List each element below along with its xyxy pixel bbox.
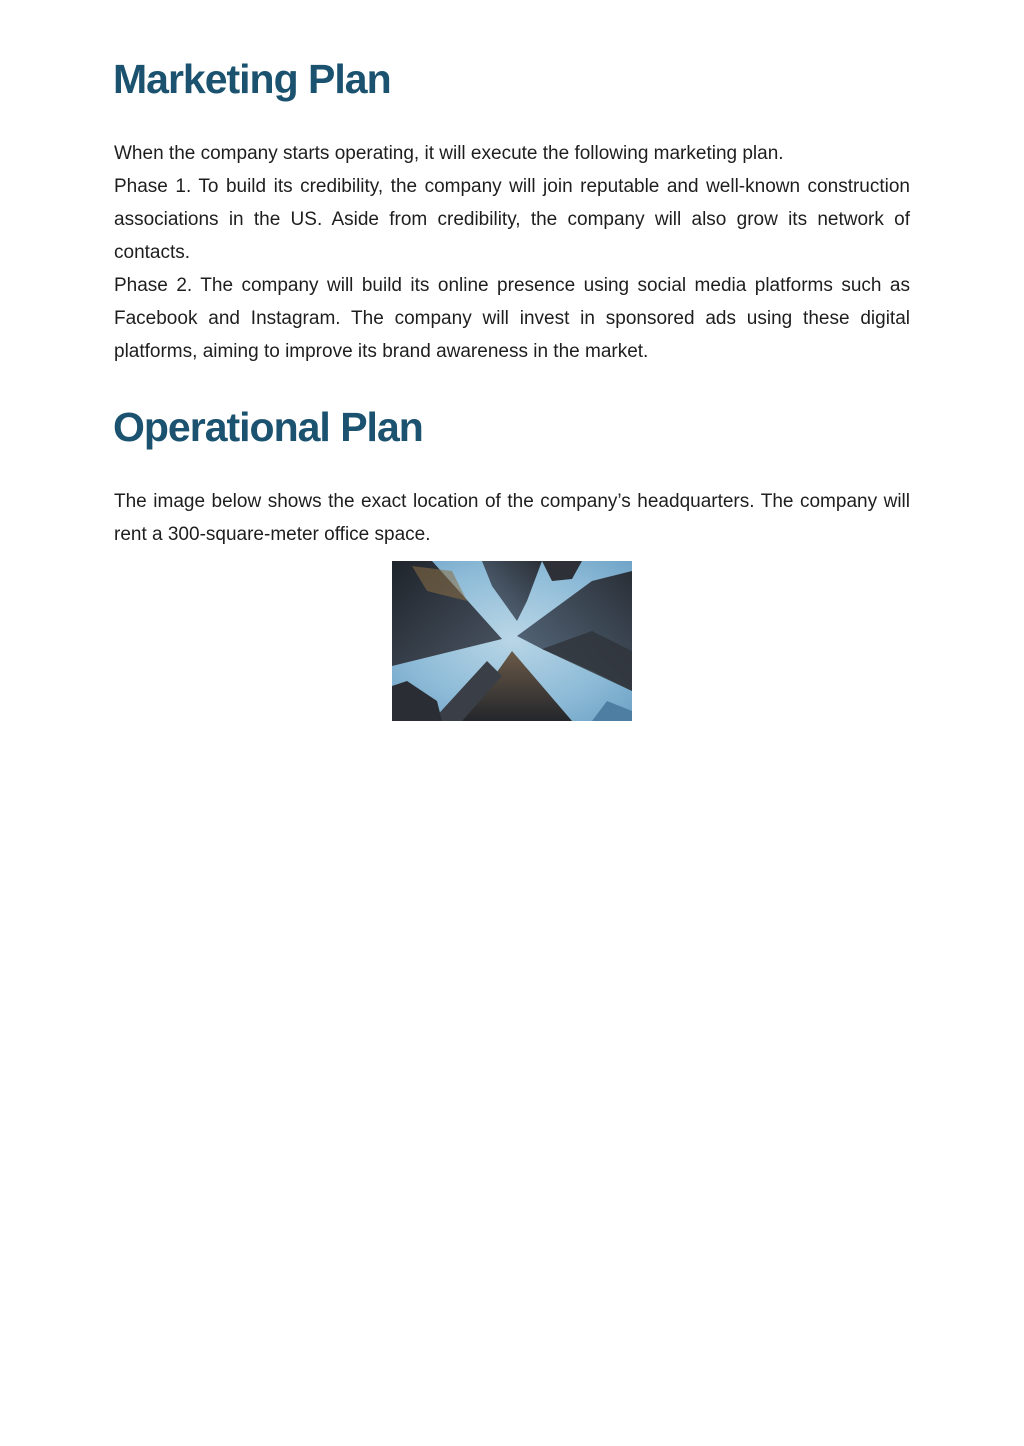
marketing-plan-heading: Marketing Plan	[113, 56, 391, 102]
phase-2-paragraph: Phase 2. The company will build its online presence using social media platforms such as Facebook and Instagram. The company will invest in sponsored ads using these digital platforms, aiming to improve its brand awareness in the market.	[114, 275, 910, 362]
phase-1-paragraph: Phase 1. To build its credibility, the company will join reputable and well-known construction associations in the US. Aside from credibility, the company will also grow its network of contacts.	[114, 176, 910, 263]
operational-paragraph: The image below shows the exact location of the company’s headquarters. The company will rent a 300-square-meter office space.	[114, 491, 910, 545]
headquarters-photo	[392, 561, 632, 721]
operational-plan-heading: Operational Plan	[113, 404, 423, 450]
marketing-intro-paragraph: When the company starts operating, it will execute the following marketing plan.	[114, 143, 784, 164]
